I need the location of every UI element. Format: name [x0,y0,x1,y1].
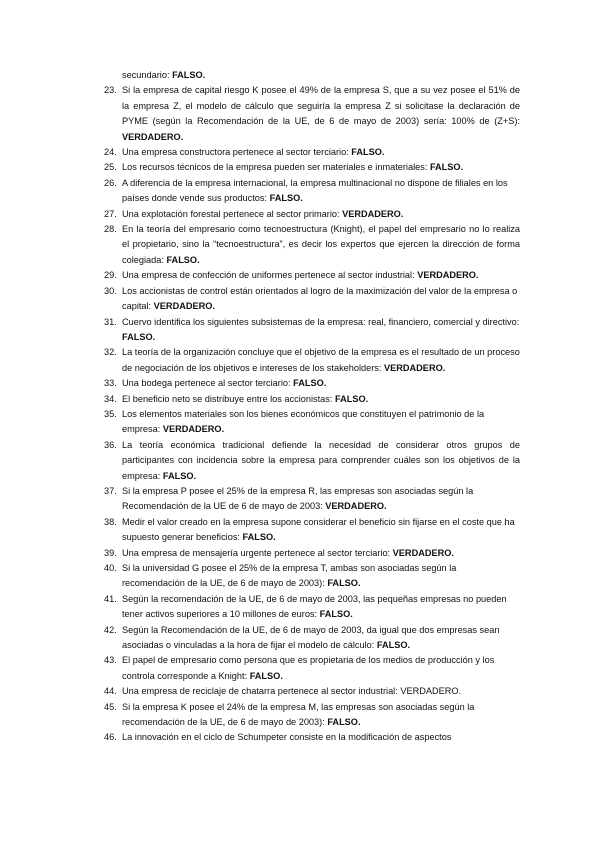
item-text: Una empresa de reciclaje de chatarra pertenece al sector industrial: VERDADERO. [122,686,462,697]
item-number: 29. [104,270,117,281]
list-item [104,684,520,699]
item-text-block [122,376,520,391]
item-text-block [122,268,520,283]
list-item [104,623,520,654]
list-item [104,207,520,222]
list-item [104,730,520,745]
item-text: Una empresa constructora pertenece al sector terciario: [122,147,352,158]
item-answer: VERDADERO. [384,362,446,373]
item-text-block [122,515,520,546]
list-item [104,268,520,283]
list-item [104,284,520,315]
item-text: Una empresa de confección de uniformes pertenece al sector industrial: [122,270,418,281]
list-item [104,145,520,160]
item-text: Si la empresa de capital riesgo K posee el 49% de la empresa S, que a su vez posee el 51% de la empresa Z, el modelo de cálculo que seguiría la empresa Z si solicitase la declaración de PYME (según la Recomendación de la UE, de 6 de mayo de 2003) sería: 100% de (Z+S): [122,85,520,127]
item-text-block [122,684,520,699]
item-text: Si la empresa K posee el 24% de la empresa M, las empresas son asociadas según la recomendación de la UE, de 6 de mayo de 2003): [122,701,475,728]
item-answer: VERDADERO. [162,424,225,435]
item-number: 25. [104,162,117,173]
list-item [104,700,520,731]
item-number: 39. [104,547,117,558]
item-answer: FALSO. [162,470,197,481]
list-item [104,653,520,684]
item-text: Una explotación forestal pertenece al sector primario: [122,208,343,219]
item-number: 41. [104,593,117,604]
list-item [104,176,520,207]
item-number: 36. [104,439,117,450]
item-number: 44. [104,686,117,697]
list-item [104,438,520,484]
list-item [104,376,520,391]
item-text: A diferencia de la empresa internacional, la empresa multinacional no dispone de filiales en los países donde vende sus productos: [122,177,508,204]
continuation-line [104,68,520,83]
item-text: En la teoría del empresario como tecnoestructura (Knight), el papel del empresario no lo realiza el propietario, sino la “tecnoestructura”, es decir los expertos que ejercen la dirección de forma colegiada: [122,224,520,265]
item-answer: VERDADERO. [392,547,454,558]
item-text-block [122,315,520,346]
item-text: Una empresa de mensajería urgente pertenece al sector terciario: [122,547,393,558]
item-answer: FALSO. [327,717,361,728]
item-number: 45. [104,701,117,712]
item-text: La teoría económica tradicional defiende la necesidad de considerar otros grupos de participantes con incidencia sobre la empresa para comprender cuáles son los objetivos de la empresa: [122,439,520,481]
item-text-block [122,222,520,268]
item-number: 43. [104,655,117,666]
item-answer: FALSO. [269,193,303,204]
item-answer: FALSO. [351,147,385,158]
item-text-block [122,730,520,745]
item-text-block [122,438,520,484]
item-number: 31. [104,316,117,327]
item-text-block [122,284,520,315]
item-number: 28. [104,224,117,235]
item-answer: FALSO. [319,609,353,620]
item-text-block [122,345,520,376]
item-text-block [122,592,520,623]
list-item [104,546,520,561]
item-number: 30. [104,285,117,296]
item-text: Los recursos técnicos de la empresa pueden ser materiales e inmateriales: [122,162,430,173]
item-number: 33. [104,378,117,389]
continuation-answer: FALSO. [172,70,206,80]
list-item [104,561,520,592]
item-text-block [122,176,520,207]
item-number: 24. [104,147,117,158]
item-number: 35. [104,408,117,419]
item-number: 46. [104,732,117,743]
item-text: La teoría de la organización concluye que el objetivo de la empresa es el resultado de un proceso de negociación de los objetivos e intereses de los stakeholders: [122,347,520,373]
item-answer: VERDADERO. [122,131,184,142]
item-number: 27. [104,208,117,219]
item-text: Los accionistas de control están orientados al logro de la maximización del valor de la empresa o capital: [122,285,518,312]
item-answer: FALSO. [429,162,464,173]
item-text: El papel de empresario como persona que es propietaria de los medios de producción y los controla corresponde a Knight: [122,655,495,681]
item-number: 23. [104,85,117,96]
item-text: El beneficio neto se distribuye entre los accionistas: [122,393,335,404]
item-text-block [122,561,520,592]
list-item [104,315,520,346]
item-text-block [122,83,520,145]
list-item [104,160,520,175]
item-text: La innovación en el ciclo de Schumpeter consiste en la modificación de aspectos [122,732,452,743]
item-number: 32. [104,347,117,358]
item-text: Medir el valor creado en la empresa supone considerar el beneficio sin fijarse en el coste que ha supuesto generar beneficios: [122,516,515,543]
item-text-block [122,623,520,654]
item-text-block [122,145,520,160]
item-answer: FALSO. [242,532,276,543]
item-text-block [122,546,520,561]
item-text: Según la Recomendación de la UE, de 6 de mayo de 2003, da igual que dos empresas sean asociadas o vinculadas a la hora de fijar el modelo de cálculo: [122,624,500,651]
item-text-block [122,653,520,684]
item-text: Cuervo identifica los siguientes subsistemas de la empresa: real, financiero, comercial y directivo: [122,316,520,327]
item-text: Una bodega pertenece al sector terciario: [122,378,294,389]
item-text: Si la empresa P posee el 25% de la empresa R, las empresas son asociadas según la Recomendación de la UE de 6 de mayo de 2003: [122,485,474,512]
list-item [104,484,520,515]
item-number: 26. [104,177,117,188]
list-item [104,592,520,623]
item-answer: FALSO. [334,393,369,404]
item-text-block [122,160,520,175]
item-text: Según la recomendación de la UE, de 6 de mayo de 2003, las pequeñas empresas no pueden tener activos superiores a 10 millones de euros: [122,593,507,620]
item-text: Si la universidad G posee el 25% de la empresa T, ambas son asociadas según la recomendación de la UE, de 6 de mayo de 2003): [122,563,457,589]
item-answer: VERDADERO. [417,270,479,281]
item-text-block [122,207,520,222]
item-number: 38. [104,516,117,527]
list-item [104,392,520,407]
item-text-block [122,407,520,438]
item-answer: FALSO. [376,640,411,651]
item-text-block [122,700,520,731]
item-answer: FALSO. [122,331,156,342]
item-text-block [122,392,520,407]
item-answer: VERDADERO. [325,501,387,512]
item-answer: FALSO. [166,254,200,265]
list-item [104,222,520,268]
list-item [104,83,520,145]
item-text: Los elementos materiales son los bienes económicos que constituyen el patrimonio de la empresa: [122,408,485,435]
list-item [104,515,520,546]
item-number: 34. [104,393,117,404]
list-item [104,345,520,376]
continuation-text: secundario: [122,70,173,80]
item-answer: FALSO. [293,378,327,389]
item-number: 40. [104,563,117,573]
item-text-block [122,484,520,515]
list-item [104,407,520,438]
item-number: 42. [104,624,117,635]
item-number: 37. [104,485,117,496]
item-answer: FALSO. [249,670,283,681]
question-list [104,68,520,746]
item-answer: VERDADERO. [153,301,215,312]
item-answer: VERDADERO. [342,208,404,219]
item-answer: FALSO. [327,578,361,589]
